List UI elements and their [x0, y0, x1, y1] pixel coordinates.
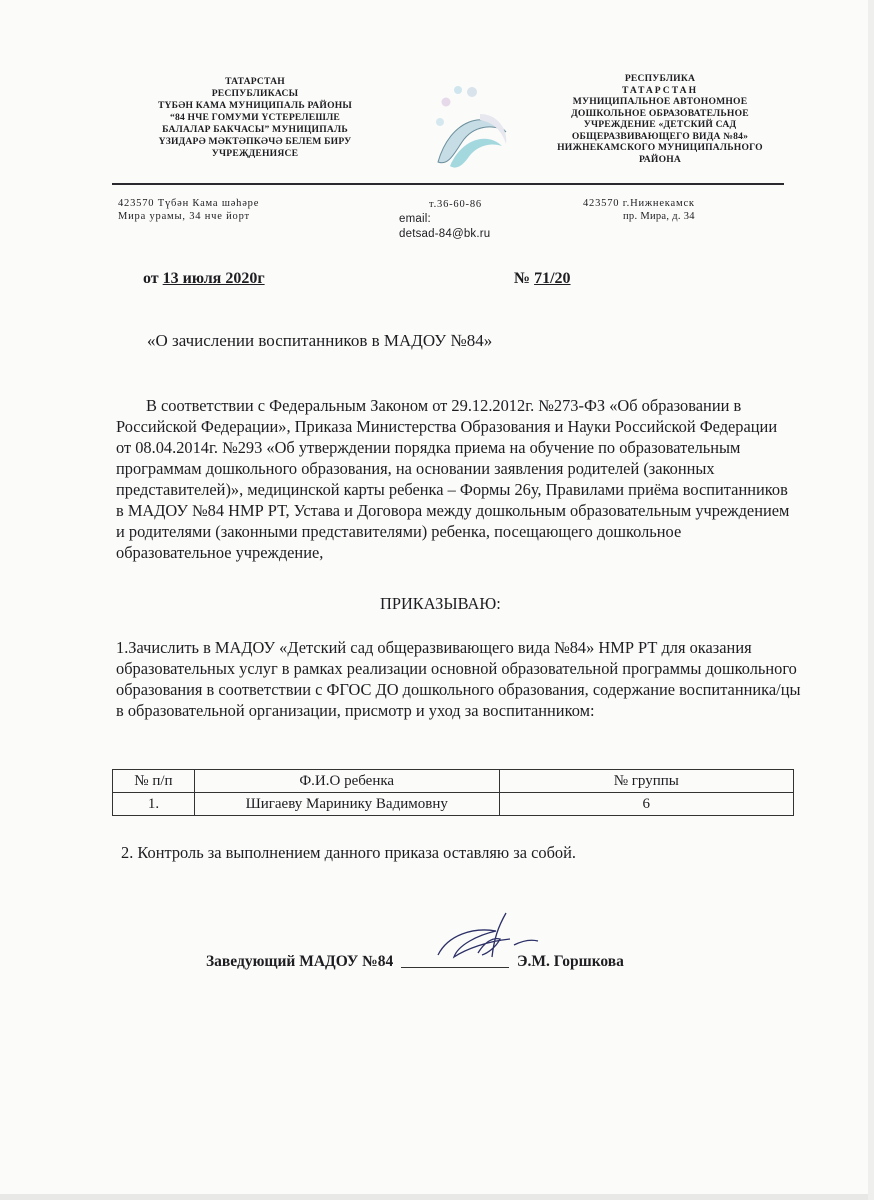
- table-header-cell: № п/п: [113, 770, 195, 793]
- letterhead-right-line: РАЙОНА: [638, 153, 682, 165]
- letterhead-divider: [112, 183, 784, 185]
- enrollment-table: [112, 769, 794, 816]
- contact-phone: т.36-60-86: [429, 199, 482, 210]
- letterhead-left-line: “84 НЧЕ ГОМУМИ ҮСТЕРЕЛЕШЛЕ: [169, 112, 341, 123]
- order-item-2: 2. Контроль за выполнением данного приказа оставляю за собой.: [121, 843, 576, 862]
- order-date-value: 13 июля 2020г: [162, 270, 265, 287]
- table-header-cell: Ф.И.О ребенка: [194, 770, 499, 793]
- contact-line: пр. Мира, д. 34: [623, 211, 695, 222]
- table-cell-child-name: Шигаеву Маринику Вадимовну: [194, 793, 499, 816]
- order-number: [514, 270, 571, 288]
- scan-edge: [868, 0, 874, 1200]
- letterhead-left-line: ТҮБӘН КАМА МУНИЦИПАЛЬ РАЙОНЫ: [157, 100, 353, 111]
- signature-line: [401, 967, 509, 968]
- table-cell-group: 6: [499, 793, 793, 816]
- letterhead-left-line: ҮЗИДАРӘ МӘКТӘПКӘЧӘ БЕЛЕМ БИРУ: [158, 136, 352, 147]
- contact-address-russian: [583, 197, 783, 223]
- signature-name: Э.М. Горшкова: [516, 953, 624, 970]
- decree-heading: ПРИКАЗЫВАЮ:: [380, 594, 501, 613]
- table-cell-index: 1.: [113, 793, 195, 816]
- table-row: [113, 793, 794, 816]
- scan-edge: [0, 1194, 874, 1200]
- order-item-1: 1.Зачислить в МАДОУ «Детский сад общеразвивающего вида №84» НМР РТ для оказания образовательных услуг в рамках реализации основной образовательной программы дошкольного образования в соответствии с ФГОС ДО дошкольного образования, содержание воспитанника/цы в образовательной организации, присмотр и уход за воспитанником:: [116, 638, 801, 720]
- order-date: [143, 270, 265, 288]
- letterhead-left-tatar: [130, 76, 380, 160]
- letterhead-right-russian: [535, 73, 785, 165]
- order-number-prefix: №: [514, 270, 535, 287]
- contact-line: 423570 г.Нижнекамск: [583, 198, 695, 209]
- letterhead-left-line: ТАТАРСТАН: [225, 76, 285, 87]
- order-preamble: В соответствии с Федеральным Законом от 29.12.2012г. №273-ФЗ «Об образовании в Российской Федерации», Приказа Министерства Образования и Науки Российской Федерации от 08.04.2014г. №293 «Об утверждении порядка приема на обучение по образовательным программам дошкольного образования, на основании заявления родителей (законных представителей)», медицинской карты ребенка – Формы 26у, Правилами приёма воспитанников в МАДОУ №84 НМР РТ, Устава и Договора между дошкольным образовательным учреждением и родителями (законными представителями) ребенка, посещающего дошкольное образовательное учреждение,: [116, 396, 790, 562]
- signature-position: Заведующий МАДОУ №84: [206, 953, 394, 970]
- contact-line: 423570 Түбән Кама шәһәре: [118, 198, 260, 209]
- contact-email-label: email:: [399, 213, 431, 225]
- contact-phone-email: [399, 197, 529, 242]
- letterhead-left-line: РЕСПУБЛИКАСЫ: [211, 88, 299, 99]
- order-subject: «О зачислении воспитанников в МАДОУ №84»: [147, 331, 493, 350]
- letterhead-right-line: ОБЩЕРАЗВИВАЮЩЕГО ВИДА №84»: [571, 130, 749, 142]
- table-header-row: [113, 770, 794, 793]
- contact-email: detsad-84@bk.ru: [399, 228, 491, 240]
- letterhead-left-line: БАЛАЛАР БАКЧАСЫ” МУНИЦИПАЛЬ: [162, 124, 348, 135]
- order-number-value: 71/20: [534, 270, 571, 287]
- contact-address-tatar: [118, 197, 348, 223]
- kindergarten-logo-icon: [410, 80, 520, 190]
- letterhead-right-line: РЕСПУБЛИКА: [624, 73, 696, 84]
- contact-line: Мира урамы, 34 нче йорт: [118, 211, 250, 222]
- letterhead-right-line: ТАТАРСТАН: [621, 84, 699, 96]
- letterhead-right-line: УЧРЕЖДЕНИЕ «ДЕТСКИЙ САД: [583, 119, 737, 130]
- order-date-prefix: от: [143, 270, 163, 287]
- table-header-cell: № группы: [499, 770, 793, 793]
- letterhead-right-line: МУНИЦИПАЛЬНОЕ АВТОНОМНОЕ: [572, 96, 748, 107]
- letterhead-left-line: УЧРЕҖДЕНИЯСЕ: [211, 148, 299, 159]
- signature-block: [206, 953, 624, 971]
- letterhead-right-line: НИЖНЕКАМСКОГО МУНИЦИПАЛЬНОГО: [557, 142, 763, 153]
- letterhead-right-line: ДОШКОЛЬНОЕ ОБРАЗОВАТЕЛЬНОЕ: [571, 107, 749, 119]
